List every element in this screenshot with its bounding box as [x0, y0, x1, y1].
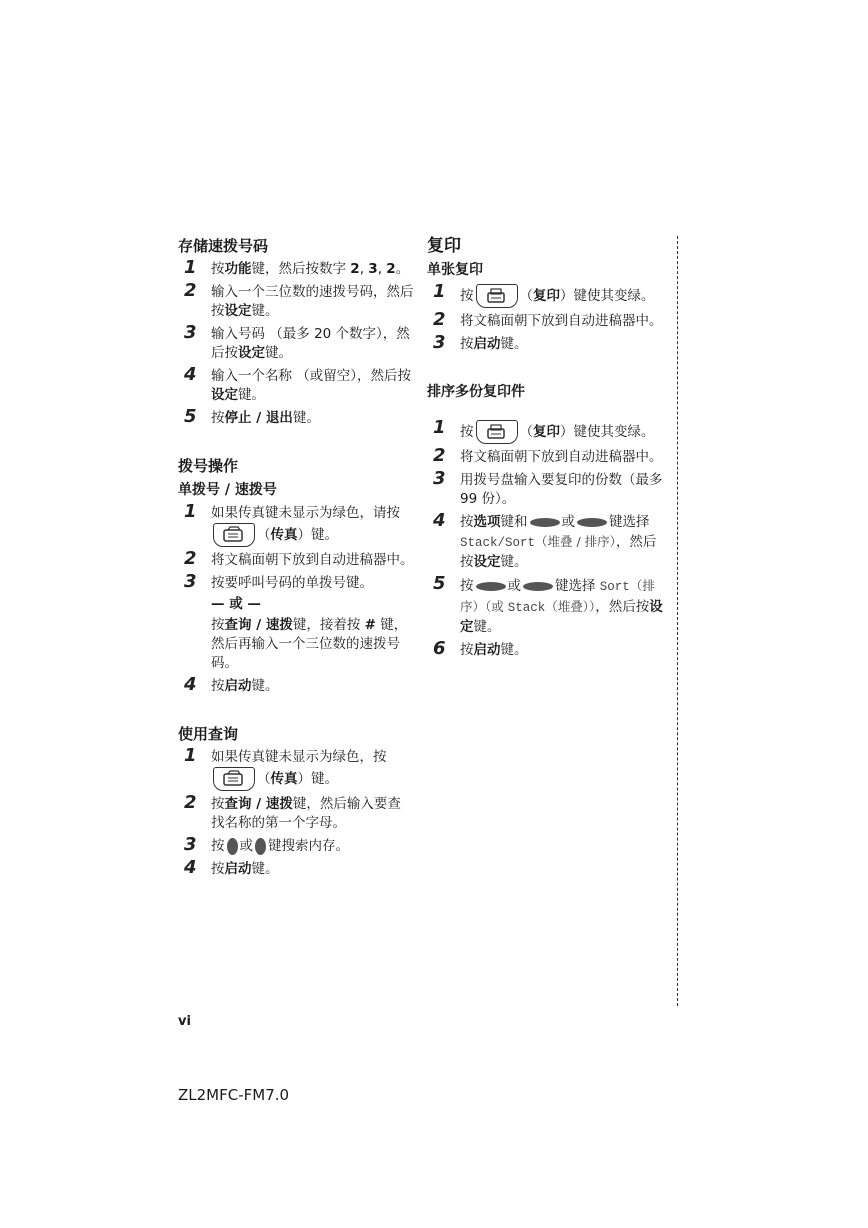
- right-arrow-key-icon: [523, 582, 553, 591]
- fax-key-icon: [213, 767, 255, 791]
- right-column: [427, 236, 667, 664]
- step: 5 按 或 键选择 Sort（排序）（或 Stack（堆叠）），然后按设定键。: [433, 573, 663, 635]
- step: 1 按 （复印）键使其变绿。: [427, 284, 667, 308]
- left-arrow-key-icon: [530, 518, 560, 527]
- step: 3 输入号码 （最多 20 个数字），然后按设定键。: [184, 322, 410, 361]
- copy-key-icon: [476, 284, 518, 308]
- right-arrow-key-icon: [577, 518, 607, 527]
- step: 2 将文稿面朝下放到自动进稿器中。: [433, 445, 663, 466]
- left-column: [178, 236, 414, 883]
- step: 4 按选项键和 或 键选择 Stack/Sort（堆叠 / 排序），然后按设定键。: [433, 510, 657, 570]
- step: 2 按查询 / 速拨键，然后输入要查找名称的第一个字母。: [184, 792, 401, 831]
- step: 4 按启动键。: [184, 857, 279, 878]
- step: 1 按功能键，然后按数字 2, 3, 2。: [184, 257, 410, 278]
- search-title: 使用查询: [178, 725, 239, 743]
- dial-ops-subtitle: 单拨号 / 速拨号: [178, 482, 277, 498]
- step: 2 输入一个三位数的速拨号码，然后按设定键。: [184, 280, 414, 319]
- step: 1 如果传真键未显示为绿色，请按 （传真）键。: [178, 504, 414, 547]
- step: 4 输入一个名称 （或留空），然后按设定键。: [184, 364, 412, 403]
- page-number: vi: [178, 1014, 191, 1029]
- step: 2 将文稿面朝下放到自动进稿器中。: [184, 548, 414, 569]
- step: 3 按 或 键搜索内存。: [184, 834, 349, 855]
- step: 2 将文稿面朝下放到自动进稿器中。: [433, 309, 663, 330]
- step: 4 按启动键。: [184, 674, 279, 695]
- fax-key-icon: [213, 523, 255, 547]
- speed-store-title: 存储速拨号码: [178, 237, 269, 255]
- step: 1 按 （复印）键使其变绿。: [427, 420, 667, 444]
- step: 1 如果传真键未显示为绿色，按 （传真）键。: [178, 748, 414, 791]
- step: 6 按启动键。: [433, 638, 528, 659]
- single-copy-subtitle: 单张复印: [427, 262, 483, 278]
- cut-line: [677, 236, 678, 1006]
- document-code: ZL2MFC-FM7.0: [178, 1086, 290, 1104]
- copy-title: 复印: [427, 236, 461, 256]
- step: 5 按停止 / 退出键。: [184, 406, 320, 427]
- down-key-icon: [255, 838, 266, 855]
- up-key-icon: [227, 838, 238, 855]
- dial-ops-title: 拨号操作: [178, 457, 239, 475]
- sort-copy-subtitle: 排序多份复印件: [427, 384, 525, 400]
- step: 3 用拨号盘输入要复印的份数（最多 99 份）。: [433, 468, 663, 507]
- step: 3 按要呼叫号码的单拨号键。 — 或 — 按查询 / 速拨键，接着按 # 键，然后再输入一个三位数的速拨号码。: [184, 571, 408, 671]
- left-arrow-key-icon: [476, 582, 506, 591]
- step: 3 按启动键。: [433, 332, 528, 353]
- copy-key-icon: [476, 420, 518, 444]
